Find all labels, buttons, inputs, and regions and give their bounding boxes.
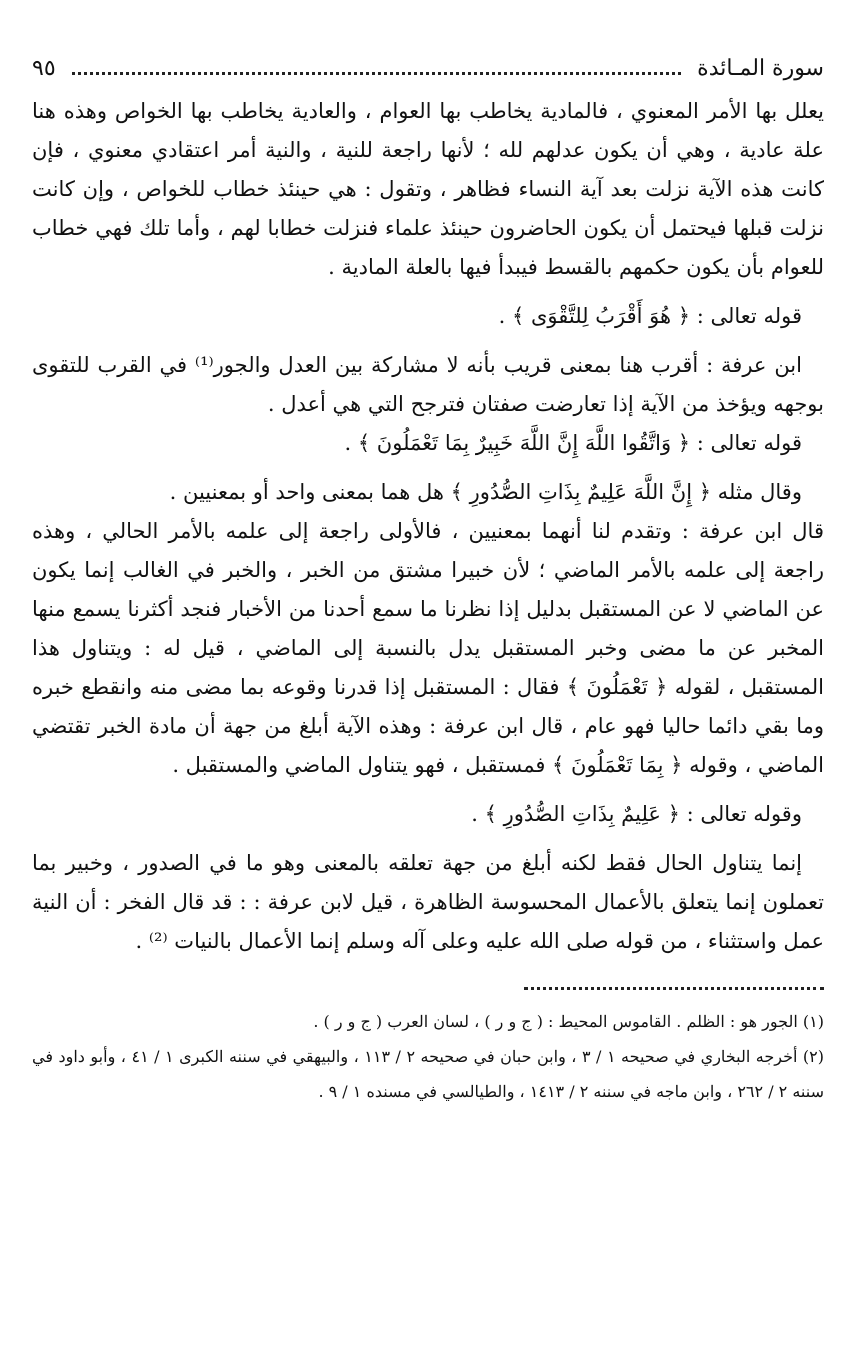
header-dotted-leader: [72, 72, 682, 75]
book-page: [32, 56, 824, 1347]
paragraph-continuation: يعلل بها الأمر المعنوي ، فالمادية يخاطب بها العوام ، والعادية يخاطب بها الخواص وهذه هنا علة عادية ، وهي أن يكون عدلهم لله ؛ لأنها راجعة للنية ، والنية أمر اعتقادي معنوي ، فإن كانت هذه الآية نزلت بعد آية النساء فظاهر ، وتقول : هي حينئذ خطاب للخواص ، وإن كانت نزلت قبلها فيحتمل أن يكون الحاضرون حينئذ علماء فنزلت خطابا لهم ، وأما تلك فهي خطاب للعوام بأن يكون حكمهم بالقسط فيبدأ فيها بالعلة المادية .: [32, 99, 824, 279]
footnote-1: (١) الجور هو : الظلم . القاموس المحيط : ( ج و ر ) ، لسان العرب ( ج و ر ) .: [313, 1012, 824, 1031]
body-text: [32, 92, 824, 961]
paragraph-question: وقال مثله ﴿ إِنَّ اللَّهَ عَلِيمٌ بِذَاتِ الصُّدُورِ ﴾ هل هما بمعنى واحد أو بمعنيين .: [169, 480, 802, 504]
verse-heading: قوله تعالى : ﴿ هُوَ أَقْرَبُ لِلتَّقْوَى ﴾ .: [498, 304, 802, 328]
footnote-2: (٢) أخرجه البخاري في صحيحه ١ / ٣ ، وابن حبان في صحيحه ٢ / ١١٣ ، والبيهقي في سننه الكبرى ١ / ٤١ ، وأبو داود في سننه ٢ / ٢٦٢ ، وابن ماجه في سننه ٢ / ١٤١٣ ، والطيالسي في مسنده ١ / ٩ .: [32, 1047, 824, 1101]
page-number: ٩٥: [32, 56, 56, 81]
verse-heading: وقوله تعالى : ﴿ عَلِيمٌ بِذَاتِ الصُّدُورِ ﴾ .: [471, 802, 802, 826]
footnotes: [32, 1004, 824, 1109]
surah-title: سورة المـائدة: [697, 56, 824, 81]
running-header: [32, 56, 824, 90]
paragraph-ibn-arafa-aqrab: ابن عرفة : أقرب هنا بمعنى قريب بأنه لا مشاركة بين العدل والجور⁽¹⁾ في القرب للتقوى بوجهه ويؤخذ من الآية إذا تعارضت صفتان فترجح التي هي أعدل .: [32, 353, 824, 416]
verse-heading: قوله تعالى : ﴿ وَاتَّقُوا اللَّهَ إِنَّ اللَّهَ خَبِيرٌ بِمَا تَعْمَلُونَ ﴾ .: [344, 431, 802, 455]
footnote-separator: [524, 987, 824, 990]
paragraph-conclusion: إنما يتناول الحال فقط لكنه أبلغ من جهة تعلقه بالمعنى وهو ما في الصدور ، وخبير بما تعملون إنما يتعلق بالأعمال المحسوسة الظاهرة ، قيل لابن عرفة : : قد قال الفخر : أن النية عمل واستثناء ، من قوله صلى الله عليه وعلى آله وسلم إنما الأعمال بالنيات ⁽²⁾ .: [32, 851, 824, 953]
paragraph-ibn-arafa-khabir: قال ابن عرفة : وتقدم لنا أنهما بمعنيين ، فالأولى راجعة إلى علمه بالأمر الحالي ، وهذه راجعة إلى علمه بالأمر الماضي ؛ لأن خبيرا مشتق من الخبر ، والخبر في الغالب إنما يكون عن الماضي لا عن المستقبل بدليل إذا نظرنا ما سمع أحدنا من الأخبار فنجد أكثرنا يسمع منها المخبر عن ما مضى وخبر المستقبل يدل بالنسبة إلى الماضي ، قيل له : ويتناول هذا المستقبل ، لقوله ﴿ تَعْمَلُونَ ﴾ فقال : المستقبل إذا قدرنا وقوعه بما مضى منه وانقطع خبره وما بقي دائما حاليا فهو عام ، قال ابن عرفة : وهذه الآية أبلغ من جهة أن مادة الخبر تقتضي الماضي ، وقوله ﴿ بِمَا تَعْمَلُونَ ﴾ فمستقبل ، فهو يتناول الماضي والمستقبل .: [32, 519, 824, 777]
